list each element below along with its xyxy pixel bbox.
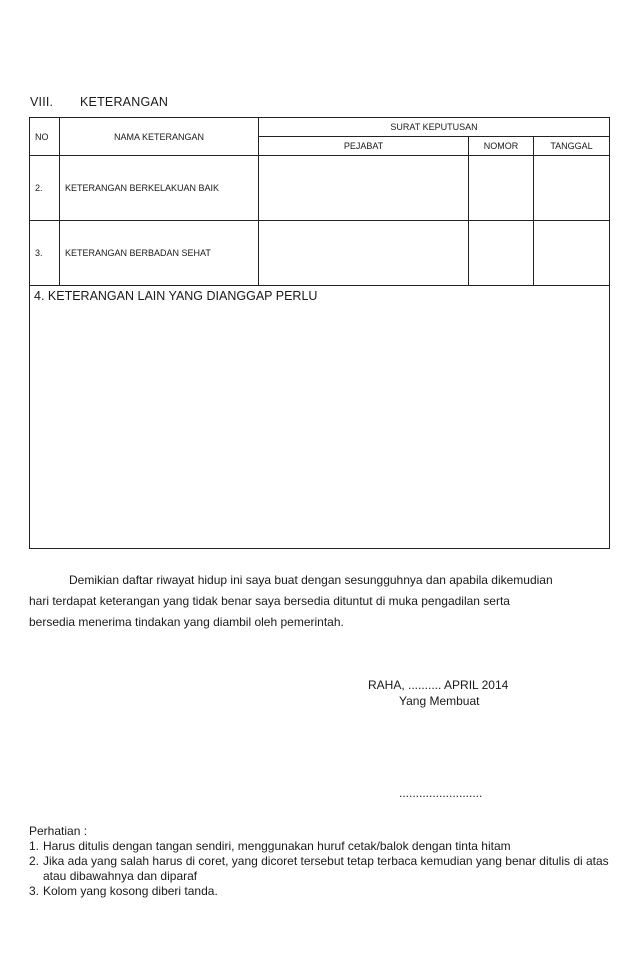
- section-number: VIII.: [30, 95, 54, 109]
- note-text: Harus ditulis dengan tangan sendiri, menggunakan huruf cetak/balok dengan tinta hitam: [43, 839, 511, 853]
- maker-label: Yang Membuat: [399, 694, 480, 708]
- row-no: 3.: [30, 221, 60, 286]
- row-pejabat-field[interactable]: [259, 156, 469, 221]
- statement-line-1: Demikian daftar riwayat hidup ini saya buat dengan sesungguhnya dan apabila dikemudian: [69, 573, 553, 587]
- list-item: [29, 839, 609, 854]
- notes-section: [29, 824, 609, 899]
- row-nomor-field[interactable]: [469, 221, 534, 286]
- row-tanggal-field[interactable]: [534, 221, 610, 286]
- header-surat-keputusan: SURAT KEPUTUSAN: [259, 118, 610, 137]
- section-heading: [30, 95, 168, 109]
- notes-title: Perhatian :: [29, 824, 88, 838]
- header-nomor: NOMOR: [469, 137, 534, 156]
- signature-line: .........................: [399, 786, 483, 800]
- header-tanggal: TANGGAL: [534, 137, 610, 156]
- row-pejabat-field[interactable]: [259, 221, 469, 286]
- note-number: 2.: [29, 854, 40, 868]
- section-title: KETERANGAN: [80, 95, 169, 109]
- row-tanggal-field[interactable]: [534, 156, 610, 221]
- row-nomor-field[interactable]: [469, 156, 534, 221]
- row-nama: KETERANGAN BERBADAN SEHAT: [60, 221, 259, 286]
- notes-list: [29, 839, 609, 899]
- statement-line-2: hari terdapat keterangan yang tidak benar saya bersedia dituntut di muka pengadilan serta: [29, 594, 510, 608]
- list-item: [29, 884, 609, 899]
- header-nama-keterangan: NAMA KETERANGAN: [60, 118, 259, 156]
- table-row: [30, 156, 610, 221]
- statement-line-3: bersedia menerima tindakan yang diambil oleh pemerintah.: [29, 615, 344, 629]
- table-row: [30, 221, 610, 286]
- note-number: 3.: [29, 884, 40, 898]
- row-nama: KETERANGAN BERKELAKUAN BAIK: [60, 156, 259, 221]
- row-no: 2.: [30, 156, 60, 221]
- statement-paragraph: [29, 570, 589, 633]
- header-pejabat: PEJABAT: [259, 137, 469, 156]
- keterangan-table: [29, 117, 610, 549]
- note-text: Kolom yang kosong diberi tanda.: [43, 884, 218, 898]
- place-date: RAHA, .......... APRIL 2014: [368, 678, 509, 692]
- other-remarks-field[interactable]: [30, 286, 610, 549]
- list-item: [29, 854, 609, 884]
- header-no: NO: [30, 118, 60, 156]
- note-text: Jika ada yang salah harus di coret, yang dicoret tersebut tetap terbaca kemudian yang benar ditulis di atas atau dibawahnya dan diparaf: [43, 854, 609, 883]
- other-remarks-label: 4. KETERANGAN LAIN YANG DIANGGAP PERLU: [34, 289, 318, 303]
- note-number: 1.: [29, 839, 40, 853]
